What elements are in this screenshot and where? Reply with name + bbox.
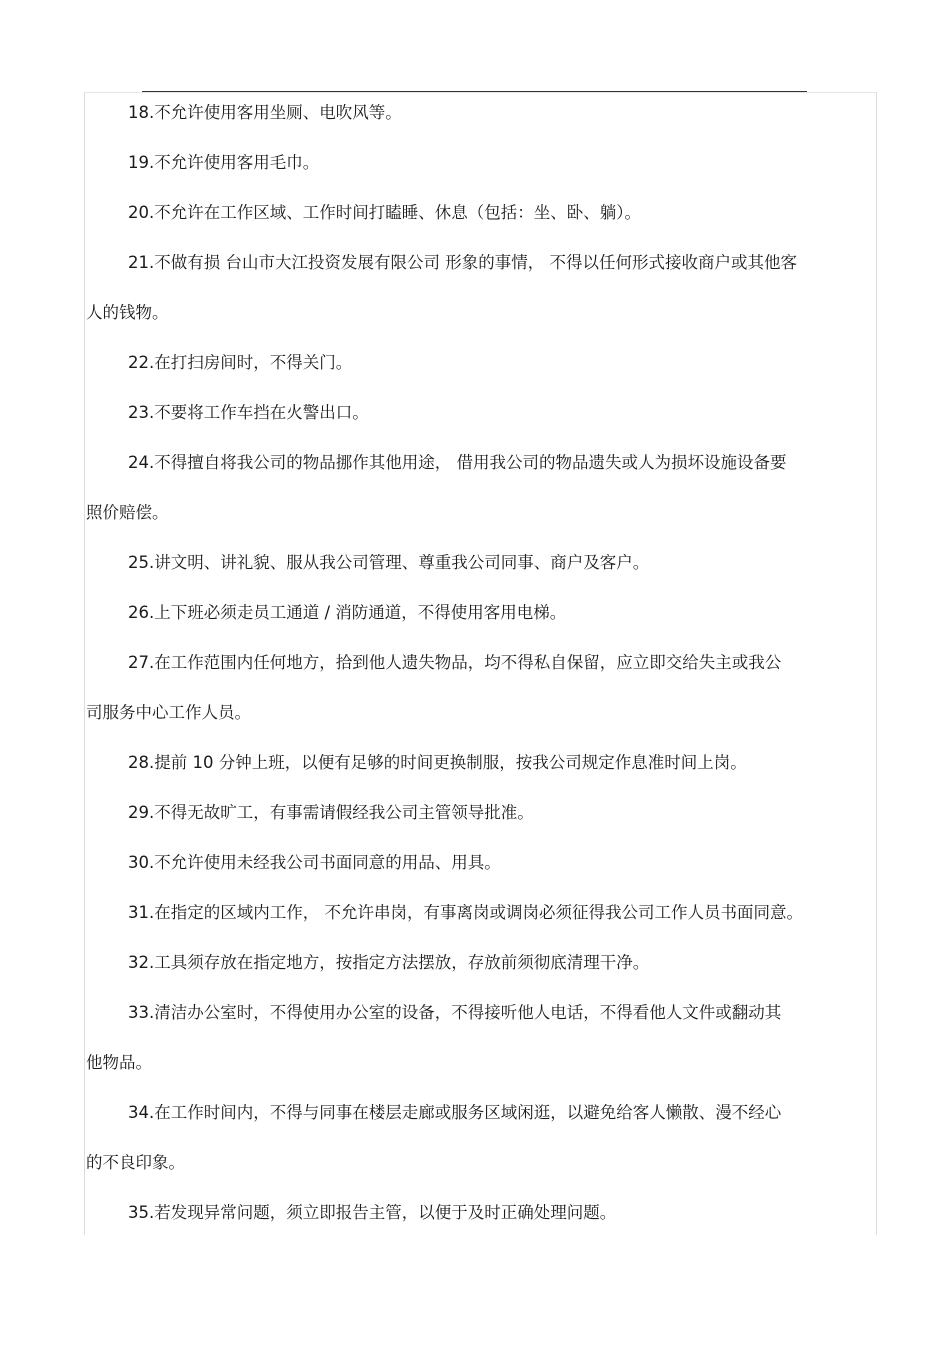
rule-item: 31.在指定的区域内工作， 不允许串岗，有事离岗或调岗必须征得我公司工作人员书面同意。 [128,903,803,922]
rule-item: 24.不得擅自将我公司的物品挪作其他用途， 借用我公司的物品遗失或人为损坏设施设备要 [128,453,787,472]
rule-item: 22.在打扫房间时，不得关门。 [128,353,353,372]
page-frame-right [876,92,877,1235]
rule-item: 27.在工作范围内任何地方，拾到他人遗失物品，均不得私自保留，应立即交给失主或我公 [128,653,782,672]
rule-item: 28.提前 10 分钟上班，以便有足够的时间更换制服，按我公司规定作息准时间上岗。 [128,753,747,772]
rule-item: 30.不允许使用未经我公司书面同意的用品、用具。 [128,853,501,872]
page-frame-left [84,92,85,1235]
rule-item: 29.不得无故旷工，有事需请假经我公司主管领导批准。 [128,803,534,822]
rule-item-continuation: 司服务中心工作人员。 [86,703,251,722]
rule-item: 18.不允许使用客用坐厕、电吹风等。 [128,103,402,122]
rule-item: 26.上下班必须走员工通道 / 消防通道，不得使用客用电梯。 [128,603,567,622]
rule-item: 20.不允许在工作区域、工作时间打瞌睡、休息（包括：坐、卧、躺）。 [128,203,641,222]
rule-item: 34.在工作时间内，不得与同事在楼层走廊或服务区域闲逛，以避免给客人懒散、漫不经心 [128,1103,782,1122]
rule-item-continuation: 的不良印象。 [86,1153,185,1172]
rule-item-continuation: 他物品。 [86,1053,152,1072]
rule-item: 32.工具须存放在指定地方，按指定方法摆放，存放前须彻底清理干净。 [128,953,650,972]
document-body [86,96,872,1246]
rule-item: 35.若发现异常问题，须立即报告主管，以便于及时正确处理问题。 [128,1203,617,1222]
rule-item: 21.不做有损 台山市大江投资发展有限公司 形象的事情， 不得以任何形式接收商户或其他客 [128,253,797,272]
rule-item: 19.不允许使用客用毛巾。 [128,153,320,172]
rule-item: 33.清洁办公室时，不得使用办公室的设备，不得接听他人电话，不得看他人文件或翻动其 [128,1003,782,1022]
rule-item-continuation: 人的钱物。 [86,303,169,322]
rule-item: 25.讲文明、讲礼貌、服从我公司管理、尊重我公司同事、商户及客户。 [128,553,650,572]
rule-item: 23.不要将工作车挡在火警出口。 [128,403,369,422]
rule-item-continuation: 照价赔偿。 [86,503,169,522]
page-frame-top [84,92,876,93]
